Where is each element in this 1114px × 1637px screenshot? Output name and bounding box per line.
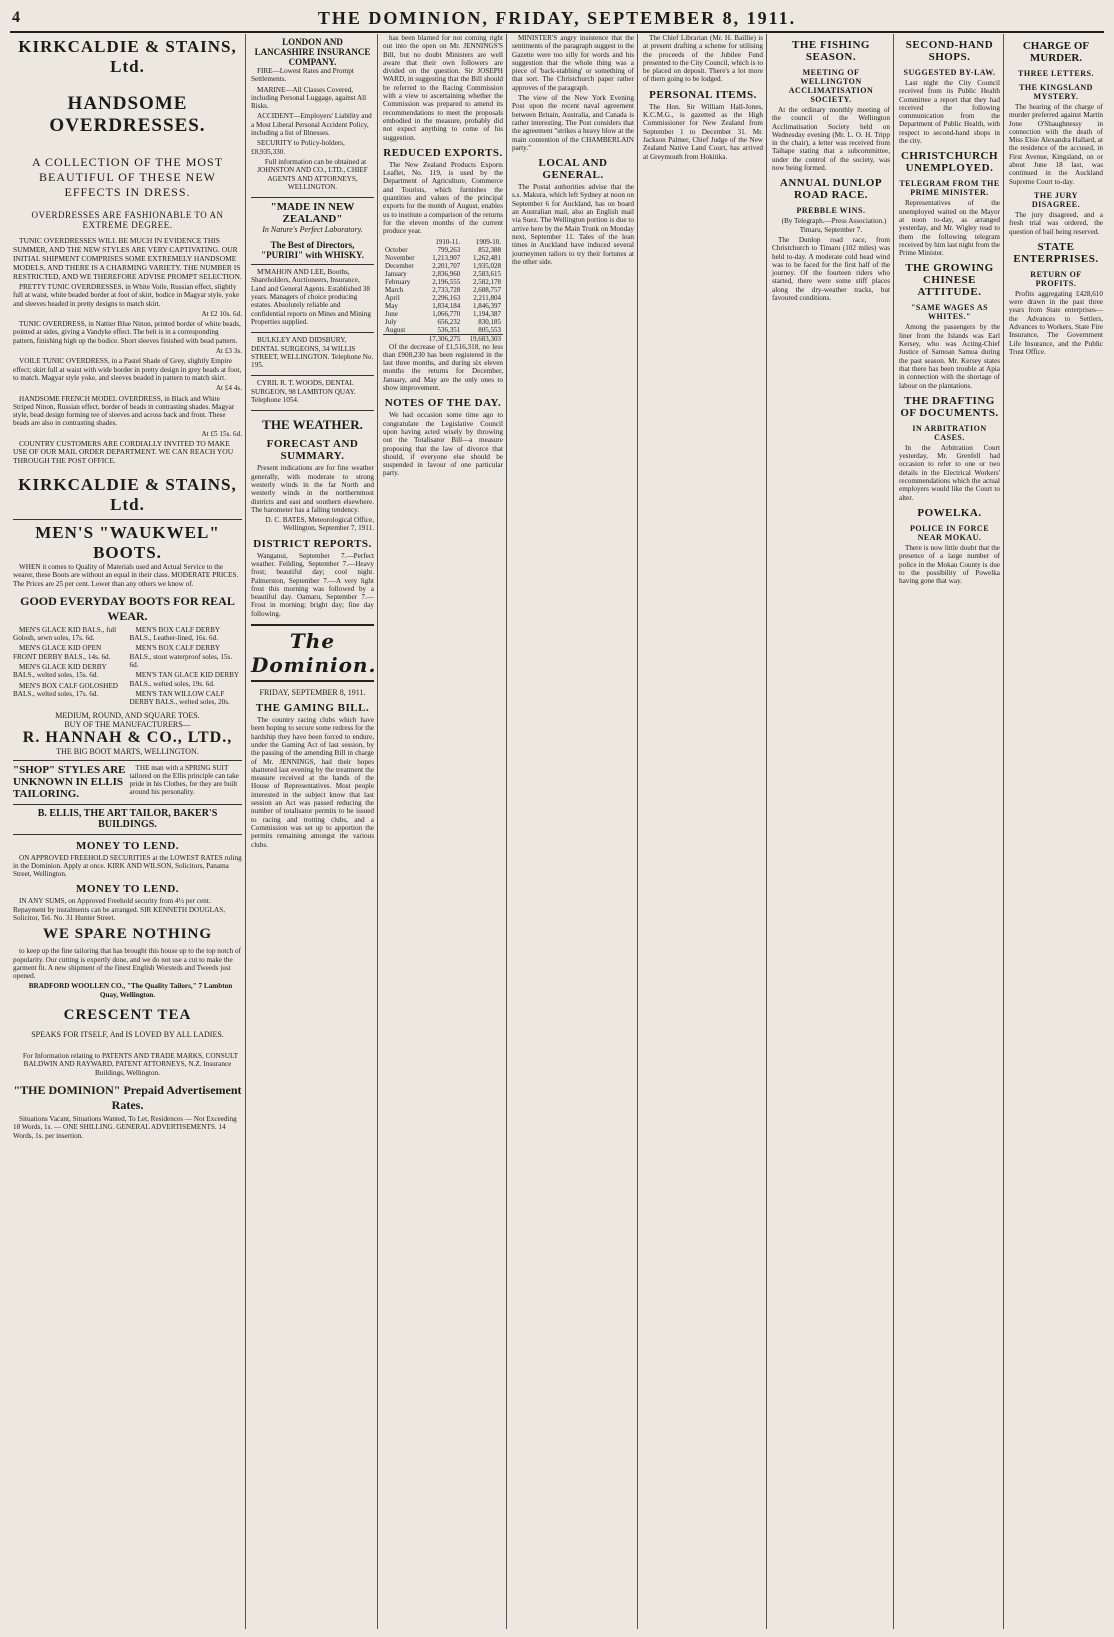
section-heading: THE WEATHER. — [262, 417, 363, 433]
ad-price: At £4 4s. — [215, 384, 242, 393]
article-body: Profits aggregating £428,610 were drawn in the past three years from State enterprises—the Advances to Settlers, Advances to Workers, State Fire Insurance, The Government Life Insurance, and the Public Trust Office. — [1009, 289, 1103, 356]
list-item: MEN'S BOX CALF DERBY BALS., Leather-lined, 16s. 6d. — [129, 625, 220, 643]
article-body: The Dunlop road race, from Christchurch to Timaru (102 miles) was held to-day. A moderate cold head wind was to be faced for the first half of the journey. Of the fourteen riders who started, there were some stiff places along the dry-weather tracks, but favoured conditions. — [772, 235, 890, 303]
ad-body: ON APPROVED FREEHOLD SECURITIES at the LOWEST RATES ruling in the Dominion. Apply at once. KIRK AND WILSON, Solicitors, Panama Street, Wellington. — [13, 853, 242, 879]
table-cell: 2,583,615 — [473, 269, 501, 278]
table-header-row — [383, 238, 503, 246]
table-cell: December — [385, 261, 414, 270]
ellis-tailoring-ad — [13, 761, 242, 805]
section-subheading: THE KINGSLAND MYSTERY. — [1019, 83, 1093, 101]
table-cell: 805,553 — [478, 325, 501, 334]
column-rule — [1003, 34, 1004, 1629]
table-cell: 17,306,275 — [422, 334, 463, 343]
boots-list-left — [13, 626, 126, 709]
column-2 — [248, 34, 377, 1629]
dateline: FRIDAY, SEPTEMBER 8, 1911. — [259, 688, 366, 698]
list-item: MEN'S BOX CALF GOLOSHED BALS., welted soles, 17s. 6d. — [13, 681, 118, 698]
table-cell: 1,194,387 — [473, 309, 501, 318]
ad-item: VOILE TUNIC OVERDRESS, in a Pastel Shade of Grey, slightly Empire effect; skirt full at waist with wide border in pretty design in grey beads at foot, to match. Magyar style yoke, and sleeves beaded in pattern to match skirt. — [13, 357, 242, 382]
table-cell: February — [385, 277, 411, 286]
article-body: The jury disagreed, and a fresh trial was ordered, the question of bail being reserved. — [1009, 210, 1103, 236]
table-cell: 2,211,804 — [473, 293, 501, 302]
ad-tagline: OVERDRESSES ARE FASHIONABLE TO AN EXTREME DEGREE. — [31, 210, 224, 230]
article-signature: D. C. BATES, Meteorological Office, Wellington, September 7, 1911. — [265, 516, 374, 533]
table-cell: 1,935,028 — [473, 261, 501, 270]
section-subheading: RETURN OF PROFITS. — [1030, 269, 1082, 288]
table-cell: 2,836,960 — [432, 269, 461, 278]
masthead-rule — [10, 31, 1104, 33]
section-subheading: MEETING OF WELLINGTON ACCLIMATISATION SOCIETY. — [788, 68, 874, 104]
table-cell: March — [385, 285, 404, 294]
table-row — [383, 302, 503, 310]
article-body: There is now little doubt that the presence of a large number of police in the Mokau County is due to the possibility of Powelka having gone that way. — [899, 543, 1000, 586]
section-heading: STATE ENTERPRISES. — [1013, 240, 1099, 265]
page-number: 4 — [12, 9, 20, 26]
ad-item: TUNIC OVERDRESS, in Nattier Blue Ninon, printed border of white beads, pointed at sides, giving a Vandyke effect. The belt is in a corresponding pattern, finishing high up the bodice. Short sleeves finished with bead pattern. — [13, 320, 241, 345]
table-row — [383, 318, 503, 326]
ad-price: At £5 15s. 6d. — [201, 429, 242, 438]
ad-headline: MONEY TO LEND. — [75, 883, 180, 896]
column-8 — [1006, 34, 1106, 1629]
article-body: The Chief Librarian (Mr. H. Baillie) is at present drafting a scheme for utilising the proceeds of the Jubilee Fund presented to the City Council, which is to be placed on deposit. There's a lot more of them going to be lodged. — [643, 34, 763, 84]
section-subheading: THREE LETTERS. — [1018, 69, 1094, 78]
section-heading: POWELKA. — [917, 506, 982, 519]
ad-item: HANDSOME FRENCH MODEL OVERDRESS, in Black and White Striped Ninon, Russian effect, border of beads in contrasting shades. Magyar style, bead design forming tee of sleeves and across back and front. These beads are also in contrasting shades. — [13, 394, 235, 428]
article-body: Last night the City Council received from its Public Health Committee a report that they had received the following communication from the Department of Public Health, with respect to second-hand shops in the city. — [899, 79, 1000, 146]
ad-headline: "THE DOMINION" Prepaid Advertisement Rates. — [13, 1082, 242, 1112]
table-cell — [383, 334, 422, 343]
advertiser-name: R. HANNAH & CO., LTD., — [22, 728, 233, 746]
ad-subheadline: GOOD EVERYDAY BOOTS FOR REAL WEAR. — [20, 593, 235, 623]
dental-ad — [251, 333, 374, 376]
table-row — [383, 254, 503, 262]
ad-body: to keep up the fine tailoring that has brought this house up to the top notch of popularity. Our cutting is expertly done, and we do not use a cut to make the garment fit. A new shipment of the finest English Worsteds and Tweeds just opened. — [13, 947, 241, 981]
article-body: Of the decrease of £1,516,318, no less than £908,230 has been registered in the last three months, and during six eleven months the returns for December, January, and May are the only ones to show improvement. — [383, 342, 503, 393]
column-6 — [769, 34, 893, 1629]
ad-row — [13, 835, 242, 1142]
table-cell: 799,263 — [437, 245, 461, 254]
advertiser-name: KIRKCALDIE & STAINS, Ltd. — [18, 474, 237, 514]
table-row — [383, 246, 503, 254]
ad-note: MEDIUM, ROUND, AND SQUARE TOES. — [55, 710, 200, 720]
ad-headline: LONDON AND LANCASHIRE INSURANCE COMPANY. — [254, 37, 371, 67]
list-item: MEN'S BOX CALF DERBY BALS., stout waterproof soles, 15s. 6d. — [129, 644, 233, 670]
table-cell: June — [385, 309, 398, 318]
list-item: MEN'S GLACE KID OPEN FRONT DERBY BALS., 14s. 6d. — [13, 644, 111, 661]
table-cell: 2,296,163 — [432, 293, 461, 302]
article-body: Present indications are for fine weather generally, with moderate to strong westerly winds in the far North and westerly winds in the northernmost districts and east and southern elsewhere. The barometer has a falling tendency. — [251, 464, 374, 514]
section-subheading: POLICE IN FORCE NEAR MOKAU. — [909, 523, 990, 542]
table-cell: July — [385, 317, 397, 326]
table-cell: 1,834,184 — [432, 301, 461, 310]
ad-subheadline: In Nature's Perfect Laboratory. — [262, 225, 363, 235]
column-rule — [893, 34, 894, 1629]
ad-price: At £2 10s. 6d. — [201, 309, 242, 318]
table-cell: 852,388 — [478, 245, 501, 254]
ad-headline: "SHOP" STYLES ARE UNKNOWN IN ELLIS TAILORING. — [13, 763, 126, 800]
column-rule — [766, 34, 767, 1629]
article-body: At the ordinary monthly meeting of the council of the Wellington Acclimatisation Society held on Wednesday evening (Mr. L. O. H. Tripp in the chair), a letter was received from Taihape stating that a subcommittee, under the control of the society, was now being formed. — [772, 106, 890, 173]
masthead-title: THE DOMINION, FRIDAY, SEPTEMBER 8, 1911. — [317, 7, 797, 28]
list-item: MEN'S GLACE KID BALS., full Golosh, sewn soles, 17s. 6d. — [13, 625, 117, 643]
money-ads — [13, 835, 242, 1142]
article-body: has been blamed for not coming right out into the open on Mr. JENNINGS'S Bill, but no doubt Ministers are well aware that their own followers are divided on the question. Sir JOSEPH WARD, in suggesting that the Bill should be referred to the Racing Commission with a view to ascertaining whether the Commission was prepared to amend its recommendations to meet the proposals embodied in the measure, probably did not expect anything to come of his suggestion. — [383, 34, 503, 142]
section-heading: CHARGE OF MURDER. — [1022, 40, 1090, 64]
list-item: MEN'S GLACE KID DERBY BALS., welted soles, 15s. 6d. — [13, 663, 107, 680]
table-row — [383, 310, 503, 318]
table-cell: 2,582,178 — [473, 277, 501, 286]
table-row — [383, 294, 503, 302]
ad-headline: MONEY TO LEND. — [75, 839, 180, 852]
article-body: The Hon. Sir William Hall-Jones, K.C.M.G., is gazetted as the High Commissioner for New Zealand from September 1 to December 31. Mr. Jackson Palmer, Chief Judge of the New Zealand Native Land Court, has arrived at Greymouth from Hokitika. — [643, 102, 763, 161]
table-cell: 1909-10. — [475, 237, 501, 246]
article-body: MINISTER'S angry insistence that the sentiments of the paragraph suggest to the Gazette were too silly for words and his suggestion that the whole thing was a piece of 'back-stabbing' or something of that sort. The Christchurch paper rather approves of the paragraph. — [512, 34, 634, 92]
ad-headline: CRESCENT TEA — [63, 1007, 192, 1024]
waukwel-boots-ad — [13, 520, 242, 761]
table-cell: 656,232 — [437, 317, 461, 326]
section-heading: THE DRAFTING OF DOCUMENTS. — [900, 394, 999, 419]
table-row — [383, 326, 503, 335]
kirkcaldie-overdress-ad — [13, 34, 242, 520]
ad-headline: "MADE IN NEW ZEALAND" — [270, 201, 355, 226]
section-heading: LOCAL AND GENERAL. — [538, 157, 608, 182]
column-advertisements — [10, 34, 245, 1629]
ad-headline: HANDSOME OVERDRESSES. — [49, 93, 206, 136]
ad-address: THE BIG BOOT MARTS, WELLINGTON. — [56, 746, 199, 756]
ad-item: PRETTY TUNIC OVERDRESSES, in White Voile, Russian effect, slightly full at waist, white beaded border at foot of skirt, bodice in Magyar style, yoke and sleeves beaded in pretty designs to match skirt. — [13, 283, 240, 308]
article-body: Wanganui, September 7.—Perfect weather. Feilding, September 7.—Heavy frost; beautiful day; cool night. Palmerston, September 7.—A very light frost this morning was followed by a beautiful day. Oamaru, September 7.—Frost in morning; bright day; fine day following. — [251, 551, 374, 618]
column-3 — [380, 34, 506, 1629]
ad-body: Situations Vacant, Situations Wanted, To Let, Residences — Not Exceeding 18 Words, 1s. — ONE SHILLING. GENERAL ADVERTISEMENTS. 14 Words, 1s. per insertion. — [13, 1114, 237, 1140]
column-4 — [509, 34, 637, 1629]
ad-body: THE man with a SPRING SUIT tailored on the Ellis principle can take pride in his Clothes, for they are built around his personality. — [129, 763, 239, 797]
table-cell: 1,213,907 — [432, 253, 461, 262]
ad-body: SPEAKS FOR ITSELF, And IS LOVED BY ALL LADIES. — [31, 1030, 224, 1040]
article-body: In the Arbitration Court yesterday, Mr. Grenfell had occasion to refer to one or two details in the Electrical Workers' recommendations which the actual employers would like the Court to alter. — [899, 443, 1000, 502]
table-cell: 2,196,555 — [432, 277, 461, 286]
section-subheading: DISTRICT REPORTS. — [253, 537, 372, 550]
dateline: (By Telegraph.—Press Association.) Timaru, September 7. — [781, 217, 887, 234]
puriri-ad — [251, 198, 374, 265]
ad-body: For Information relating to PATENTS AND TRADE MARKS, CONSULT BALDWIN AND RAYWARD, PATENT ATTORNEYS, N.Z. Insurance Buildings, Wellington. — [22, 1052, 239, 1077]
paper-title-box — [251, 624, 377, 682]
table-row — [383, 270, 503, 278]
column-rule — [637, 34, 638, 1629]
article-body: We had occasion some time ago to congratulate the Legislative Council upon having acted wisely by throwing out the Totalisator Bill—a measure proposing that the law of divorce that should, if everyone else should be suspended in favour of one particular party. — [383, 411, 503, 478]
table-cell: 830,185 — [478, 317, 501, 326]
article-continuation — [251, 851, 374, 859]
column-5 — [640, 34, 766, 1629]
table-cell: 536,351 — [437, 325, 461, 334]
table-cell: November — [385, 253, 415, 262]
ad-body: Full information can be obtained at JOHNSTON AND CO., LTD., CHIEF AGENTS AND ATTORNEYS, WELLINGTON. — [257, 157, 368, 191]
table-cell: 2,201,707 — [432, 261, 461, 270]
table-cell: April — [385, 293, 400, 302]
table-cell: 2,733,728 — [432, 285, 461, 294]
list-item: ACCIDENT—Employers' Liability and a Most Liberal Personal Accident Policy, including a list of Illnesses. — [251, 112, 372, 138]
table-cell: January — [385, 269, 407, 278]
section-subheading: FORECAST AND SUMMARY. — [266, 438, 359, 463]
section-heading: THE FISHING SEASON. — [792, 39, 870, 63]
article-body: The Postal authorities advise that the s.s. Makura, which left Sydney at noon on September 6 for Auckland, has on board an Australian mail, also an English mail via Suez. The Wellington portion is due to arrive here by the Main Trunk on Monday next, September 11. Tales of the lean times in Auckland have induced several journeymen tailors to try their fortunes at the other side. — [512, 183, 634, 266]
ad-subheadline: A COLLECTION OF THE MOST BEAUTIFUL OF THESE NEW EFFECTS IN DRESS. — [31, 155, 224, 199]
section-subheading: "SAME WAGES AS WHITES." — [910, 303, 989, 322]
list-item: FIRE—Lowest Rates and Prompt Settlements. — [251, 67, 354, 84]
ad-headline: MEN'S "WAUKWEL" BOOTS. — [35, 522, 220, 562]
ad-note: BUY OF THE MANUFACTURERS— — [64, 719, 191, 729]
list-item: SECURITY to Policy-holders, £8,935,330. — [251, 139, 345, 156]
list-item: MEN'S TAN WILLOW CALF DERBY BALS., welted soles, 20s. — [129, 689, 230, 707]
ad-body: IN ANY SUMS, on Approved Freehold security from 4½ per cent. Repayment by instalments can be arranged. SIR KENNETH DOUGLAS, Solicitor, Tel. No. 31 Hunter Street. — [13, 897, 225, 922]
column-rule — [506, 34, 507, 1629]
table-cell: August — [385, 325, 406, 334]
ad-body: The Best of Directors, "PURIRI" with WHISKY. — [261, 240, 364, 261]
column-rule — [377, 34, 378, 1629]
masthead — [12, 6, 1102, 30]
section-subheading: PREBBLE WINS. — [796, 206, 866, 216]
table-cell: 19,683,303 — [462, 334, 503, 343]
ad-headline: WE SPARE NOTHING — [42, 926, 213, 943]
column-rule — [245, 34, 246, 1629]
advertiser-name: B. ELLIS, THE ART TAILOR, BAKER'S BUILDINGS. — [13, 805, 242, 835]
exports-table — [383, 238, 503, 343]
section-subheading: IN ARBITRATION CASES. — [912, 423, 987, 442]
table-total-row — [383, 334, 503, 343]
table-cell: 1,066,770 — [432, 309, 461, 318]
article-body: Representatives of the unemployed waited on the Mayor at noon to-day, as arranged yesterday, and Mr. Wigley read to them the following telegram received by him last night from the Prime Minister. — [899, 199, 1000, 258]
article-body: The hearing of the charge of murder preferred against Martin Jone O'Shaughnessy in connection with the death of Miss Elsie Alexandra Hallard, at the residence of the accused, in First Avenue, Kingsland, on or about June 18 last, was continued in the Auckland Supreme Court to-day. — [1009, 103, 1103, 186]
ad-body: CYRIL R. T. WOODS, DENTAL SURGEON, 98 LAMBTON QUAY. Telephone 1054. — [251, 379, 356, 405]
section-heading: SECOND-HAND SHOPS. — [905, 39, 994, 63]
section-subheading: TELEGRAM FROM THE PRIME MINISTER. — [899, 179, 1000, 198]
table-cell: 1,846,397 — [473, 301, 501, 310]
insurance-ad — [251, 34, 374, 198]
table-cell: October — [385, 245, 408, 254]
mahon-lee-ad — [251, 265, 374, 333]
ad-country-note: COUNTRY CUSTOMERS ARE CORDIALLY INVITED TO MAKE USE OF OUR MAIL ORDER DEPARTMENT. WE CAN REACH YOU THROUGH THE POST OFFICE. — [13, 439, 234, 465]
list-item: MARINE—All Classes Covered, including Personal Luggage, against All Risks. — [251, 85, 367, 111]
section-subheading: SUGGESTED BY-LAW. — [903, 68, 996, 77]
ad-body: M'MAHON AND LEE, Booths, Shareholders, Auctioneers, Insurance, Land and General Agents. Established 38 years. Managers of choice producing estates. Absolutely reliable and confidential reports on Mines and Mining Properties supplied. — [251, 268, 371, 326]
article-body: The view of the New York Evening Post upon the recent naval agreement between Britain, Australia, and Canada is rather interesting. The Post considers that the agreement "strikes a heavy blow at the main contention of the CHAMBERLAIN party." — [512, 94, 634, 152]
section-subheading: THE JURY DISAGREE. — [1031, 190, 1081, 209]
section-heading: CHRISTCHURCH UNEMPLOYED. — [900, 150, 999, 175]
section-heading: THE GROWING CHINESE ATTITUDE. — [905, 262, 994, 299]
table-cell: 1910-11. — [435, 237, 461, 246]
table-cell: 2,688,757 — [473, 285, 501, 294]
table-row — [383, 278, 503, 286]
table-cell — [383, 238, 422, 246]
article-body: The New Zealand Products Exports Leaflet, No. 119, is used by the Department of Agriculture, Commerce and Tourists, which furnishes the quantities and values of the principal exports for the month of August, enables us to institute a comparison of the returns for the eleven months of the current produce year. — [383, 160, 503, 236]
section-heading: REDUCED EXPORTS. — [383, 146, 503, 159]
advertiser-name: BRADFORD WOOLLEN CO., "The Quality Tailors," 7 Lambton Quay, Wellington. — [28, 982, 233, 999]
article-body: The country racing clubs which have been hoping to secure some redress for the hardship they have been forced to endure, under the Gaming Act of last session, by the passing of the amending Bill in charge of Mr. JENNINGS, had their hopes shattered last evening by the treatment the measure received at the hands of the House of Representatives. Most people interested in the subject know that last session an Act was passed reducing the number of totalisator permits to be issued to racing and trotting clubs, and a Commission was set up to apportion the permits remaining amongst the various clubs. — [251, 716, 374, 849]
boots-list — [13, 626, 242, 709]
table-row — [383, 286, 503, 294]
column-7 — [896, 34, 1003, 1629]
ad-body: BULKLEY AND DIDSBURY, DENTAL SURGEONS, 34 WILLIS STREET, WELLINGTON. Telephone No. 195. — [251, 336, 374, 370]
table-row — [383, 262, 503, 270]
table-cell: 1,262,481 — [473, 253, 501, 262]
advertiser-name: KIRKCALDIE & STAINS, Ltd. — [18, 37, 237, 76]
table-cell: May — [385, 301, 398, 310]
section-heading: THE GAMING BILL. — [255, 702, 370, 715]
paper-title: The Dominion. — [251, 629, 377, 678]
section-heading: NOTES OF THE DAY. — [384, 397, 502, 410]
section-heading: PERSONAL ITEMS. — [649, 88, 757, 101]
boots-list-right — [130, 626, 243, 709]
ad-body: WHEN it comes to Quality of Materials used and Actual Service to the wearer, these Boots are without an equal in their class. MODERATE PRICES. The Prices are 25 per cent. Lower than any others we know of. — [13, 562, 239, 588]
article-body: Among the passengers by the liner from the Islands was Earl Kersey, who was Acting-Chief Justice of Samoan Samoa during the past season. Mr. Kersey states that there has been trouble at Apia in connection with the shortage of labour on the plantations. — [899, 323, 1000, 390]
ad-price: At £3 3s. — [215, 347, 242, 356]
list-item: MEN'S TAN GLACE KID DERBY BALS., welted soles, 19s. 6d. — [129, 671, 239, 688]
ad-intro: TUNIC OVERDRESSES WILL BE MUCH IN EVIDENCE THIS SUMMER, AND THE NEW STYLES ARE VERY CAPTIVATING. OUR INITIAL SHIPMENT COMPRISES SOME EXTREMELY HANDSOME MODELS, AND THERE IS A CHARMING VARIETY. THE NUMBER IS RESTRICTED, AND WE THEREFORE ADVISE PROMPT SELECTION. — [13, 236, 242, 281]
dental-ad — [251, 376, 374, 411]
section-heading: ANNUAL DUNLOP ROAD RACE. — [779, 177, 883, 202]
